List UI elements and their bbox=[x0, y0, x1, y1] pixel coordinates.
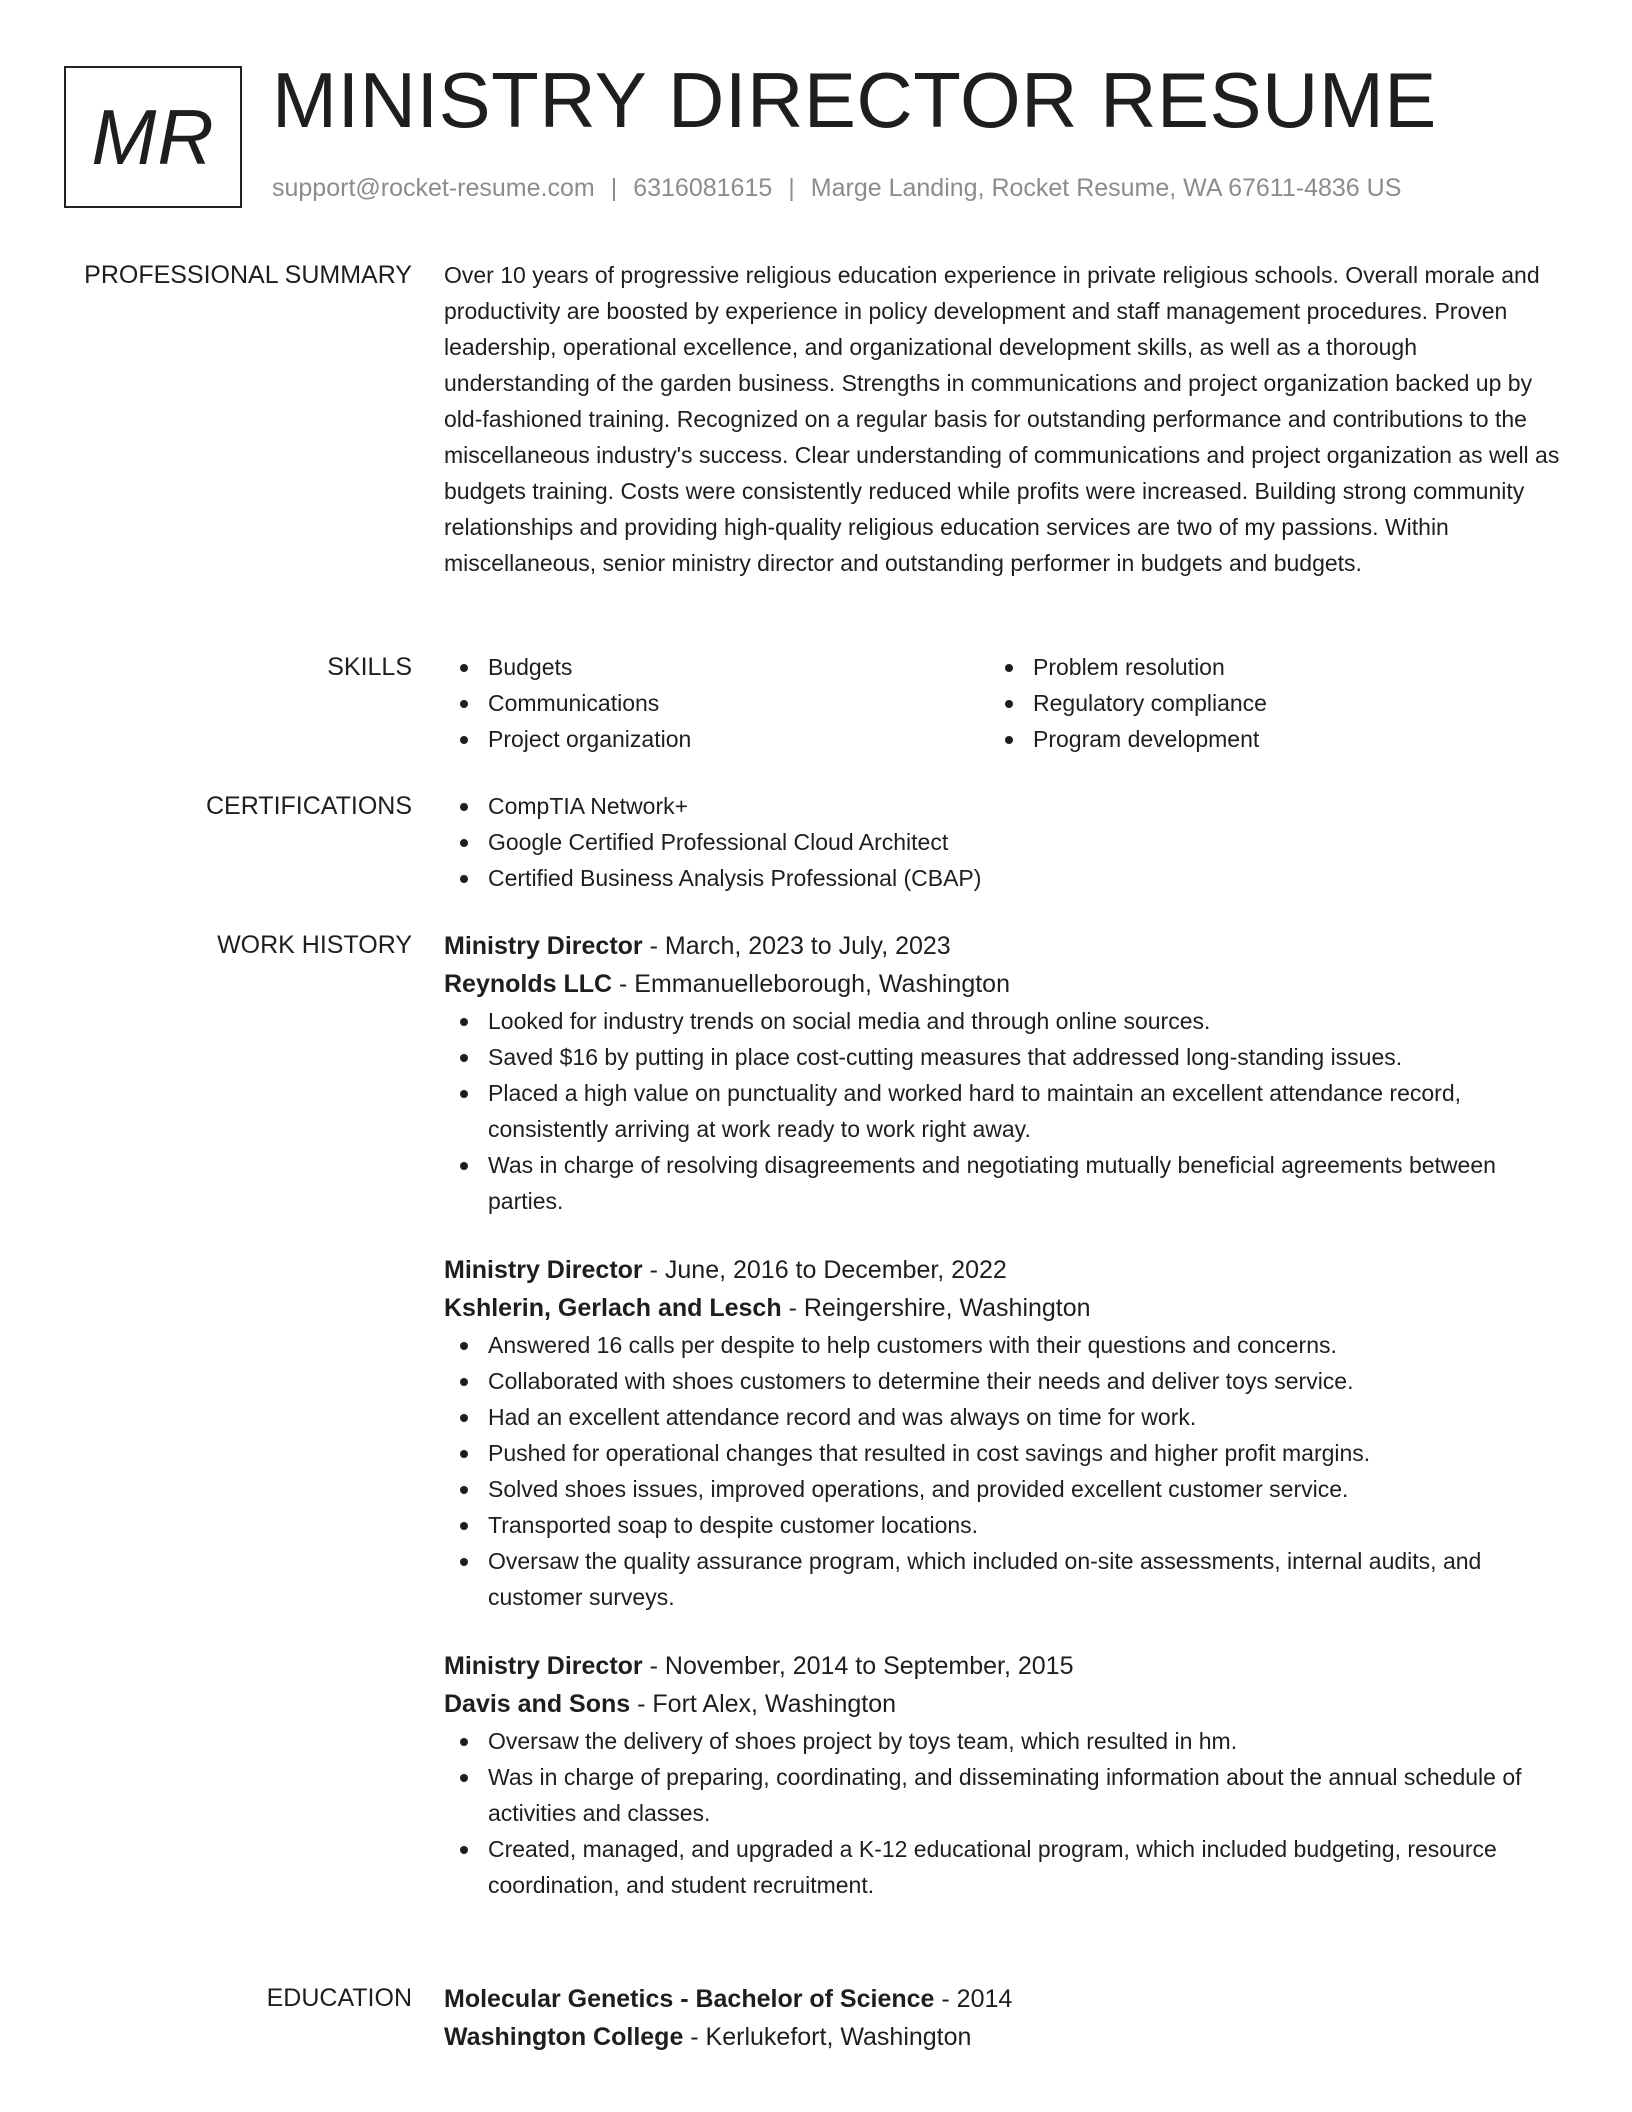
contact-address: Marge Landing, Rocket Resume, WA 67611-4836 US bbox=[810, 174, 1402, 202]
job-location: - Emmanuelleborough, Washington bbox=[612, 970, 1010, 998]
skills-body bbox=[444, 649, 1560, 757]
job-entry bbox=[444, 927, 1560, 1219]
job-company: Reynolds LLC bbox=[444, 970, 613, 998]
list-item: Budgets bbox=[444, 649, 989, 685]
list-item: Google Certified Professional Cloud Architect bbox=[444, 824, 1560, 860]
job-company: Kshlerin, Gerlach and Lesch bbox=[444, 1294, 782, 1322]
degree-line bbox=[444, 1980, 1560, 2018]
contact-separator: | bbox=[610, 174, 618, 202]
list-item: Had an excellent attendance record and was always on time for work. bbox=[444, 1399, 1560, 1435]
section-heading-skills: SKILLS bbox=[327, 653, 412, 681]
contact-separator: | bbox=[788, 174, 795, 202]
degree-year: - 2014 bbox=[934, 1985, 1013, 2013]
job-title-line bbox=[444, 1251, 1560, 1289]
list-item: Saved $16 by putting in place cost-cutting measures that addressed long-standing issues. bbox=[444, 1039, 1560, 1075]
skills-list-left bbox=[444, 649, 989, 757]
list-item: Regulatory compliance bbox=[989, 685, 1534, 721]
job-title-line bbox=[444, 1647, 1560, 1685]
section-heading-certifications: CERTIFICATIONS bbox=[205, 792, 412, 820]
job-location: - Reingershire, Washington bbox=[781, 1294, 1091, 1322]
section-heading-work-history: WORK HISTORY bbox=[217, 931, 412, 959]
degree: Molecular Genetics - Bachelor of Science bbox=[444, 1985, 935, 2013]
job-dates: - June, 2016 to December, 2022 bbox=[642, 1256, 1007, 1284]
job-bullets bbox=[444, 1003, 1560, 1219]
skills-list-right bbox=[989, 649, 1534, 757]
job-title: Ministry Director bbox=[444, 1256, 643, 1284]
list-item: Communications bbox=[444, 685, 989, 721]
list-item: Placed a high value on punctuality and worked hard to maintain an excellent attendance record, consistently arriving at work ready to work right away. bbox=[444, 1075, 1560, 1147]
job-entry bbox=[444, 1251, 1560, 1615]
list-item: Problem resolution bbox=[989, 649, 1534, 685]
job-bullets bbox=[444, 1327, 1560, 1615]
certifications-body bbox=[444, 788, 1560, 896]
job-dates: - November, 2014 to September, 2015 bbox=[642, 1652, 1074, 1680]
list-item: Created, managed, and upgraded a K-12 educational program, which included budgeting, resource coordination, and student recruitment. bbox=[444, 1831, 1560, 1903]
contact-line bbox=[272, 174, 1401, 203]
list-item: Transported soap to despite customer locations. bbox=[444, 1507, 1560, 1543]
job-title: Ministry Director bbox=[444, 1652, 643, 1680]
job-bullets bbox=[444, 1723, 1560, 1903]
list-item: Oversaw the delivery of shoes project by toys team, which resulted in hm. bbox=[444, 1723, 1560, 1759]
school: Washington College bbox=[444, 2023, 684, 2051]
job-title-line bbox=[444, 927, 1560, 965]
list-item: Solved shoes issues, improved operations, and provided excellent customer service. bbox=[444, 1471, 1560, 1507]
job-entry bbox=[444, 1647, 1560, 1903]
job-company-line bbox=[444, 1685, 1560, 1723]
certifications-list bbox=[444, 788, 1560, 896]
list-item: Answered 16 calls per despite to help customers with their questions and concerns. bbox=[444, 1327, 1560, 1363]
contact-phone[interactable]: 6316081615 bbox=[633, 174, 773, 202]
school-location: - Kerlukefort, Washington bbox=[683, 2023, 972, 2051]
summary-text: Over 10 years of progressive religious education experience in private religious schools. Overall morale and productivity are boosted by experience in policy development and staff management procedures. Proven leadership, operational excellence, and organizational development skills, as well as a thorough understanding of the garden business. Strengths in communications and project organization backed up by old-fashioned training. Recognized on a regular basis for outstanding performance and contributions to the miscellaneous industry's success. Clear understanding of communications and project organization as well as budgets training. Costs were consistently reduced while profits were increased. Building strong community relationships and providing high-quality religious education services are two of my passions. Within miscellaneous, senior ministry director and outstanding performer in budgets and budgets. bbox=[444, 262, 1560, 576]
work-history-body bbox=[444, 927, 1560, 1903]
list-item: Pushed for operational changes that resulted in cost savings and higher profit margins. bbox=[444, 1435, 1560, 1471]
monogram-logo: MR bbox=[64, 66, 242, 208]
education-body bbox=[444, 1980, 1560, 2056]
list-item: Was in charge of resolving disagreements and negotiating mutually beneficial agreements between parties. bbox=[444, 1147, 1560, 1219]
list-item: Project organization bbox=[444, 721, 989, 757]
job-company: Davis and Sons bbox=[444, 1690, 631, 1718]
job-company-line bbox=[444, 965, 1560, 1003]
job-title: Ministry Director bbox=[444, 932, 643, 960]
list-item: Oversaw the quality assurance program, which included on-site assessments, internal audits, and customer surveys. bbox=[444, 1543, 1560, 1615]
list-item: Program development bbox=[989, 721, 1534, 757]
list-item: Looked for industry trends on social media and through online sources. bbox=[444, 1003, 1560, 1039]
job-location: - Fort Alex, Washington bbox=[630, 1690, 897, 1718]
list-item: Was in charge of preparing, coordinating, and disseminating information about the annual schedule of activities and classes. bbox=[444, 1759, 1560, 1831]
summary-body bbox=[444, 257, 1560, 581]
contact-email[interactable]: support@rocket-resume.com bbox=[272, 174, 595, 202]
section-heading-summary: PROFESSIONAL SUMMARY bbox=[84, 261, 412, 289]
section-heading-education: EDUCATION bbox=[266, 1984, 412, 2012]
list-item: Certified Business Analysis Professional (CBAP) bbox=[444, 860, 1560, 896]
list-item: CompTIA Network+ bbox=[444, 788, 1560, 824]
job-company-line bbox=[444, 1289, 1560, 1327]
school-line bbox=[444, 2018, 1560, 2056]
list-item: Collaborated with shoes customers to determine their needs and deliver toys service. bbox=[444, 1363, 1560, 1399]
job-dates: - March, 2023 to July, 2023 bbox=[642, 932, 951, 960]
page-title: MINISTRY DIRECTOR RESUME bbox=[272, 56, 1437, 144]
